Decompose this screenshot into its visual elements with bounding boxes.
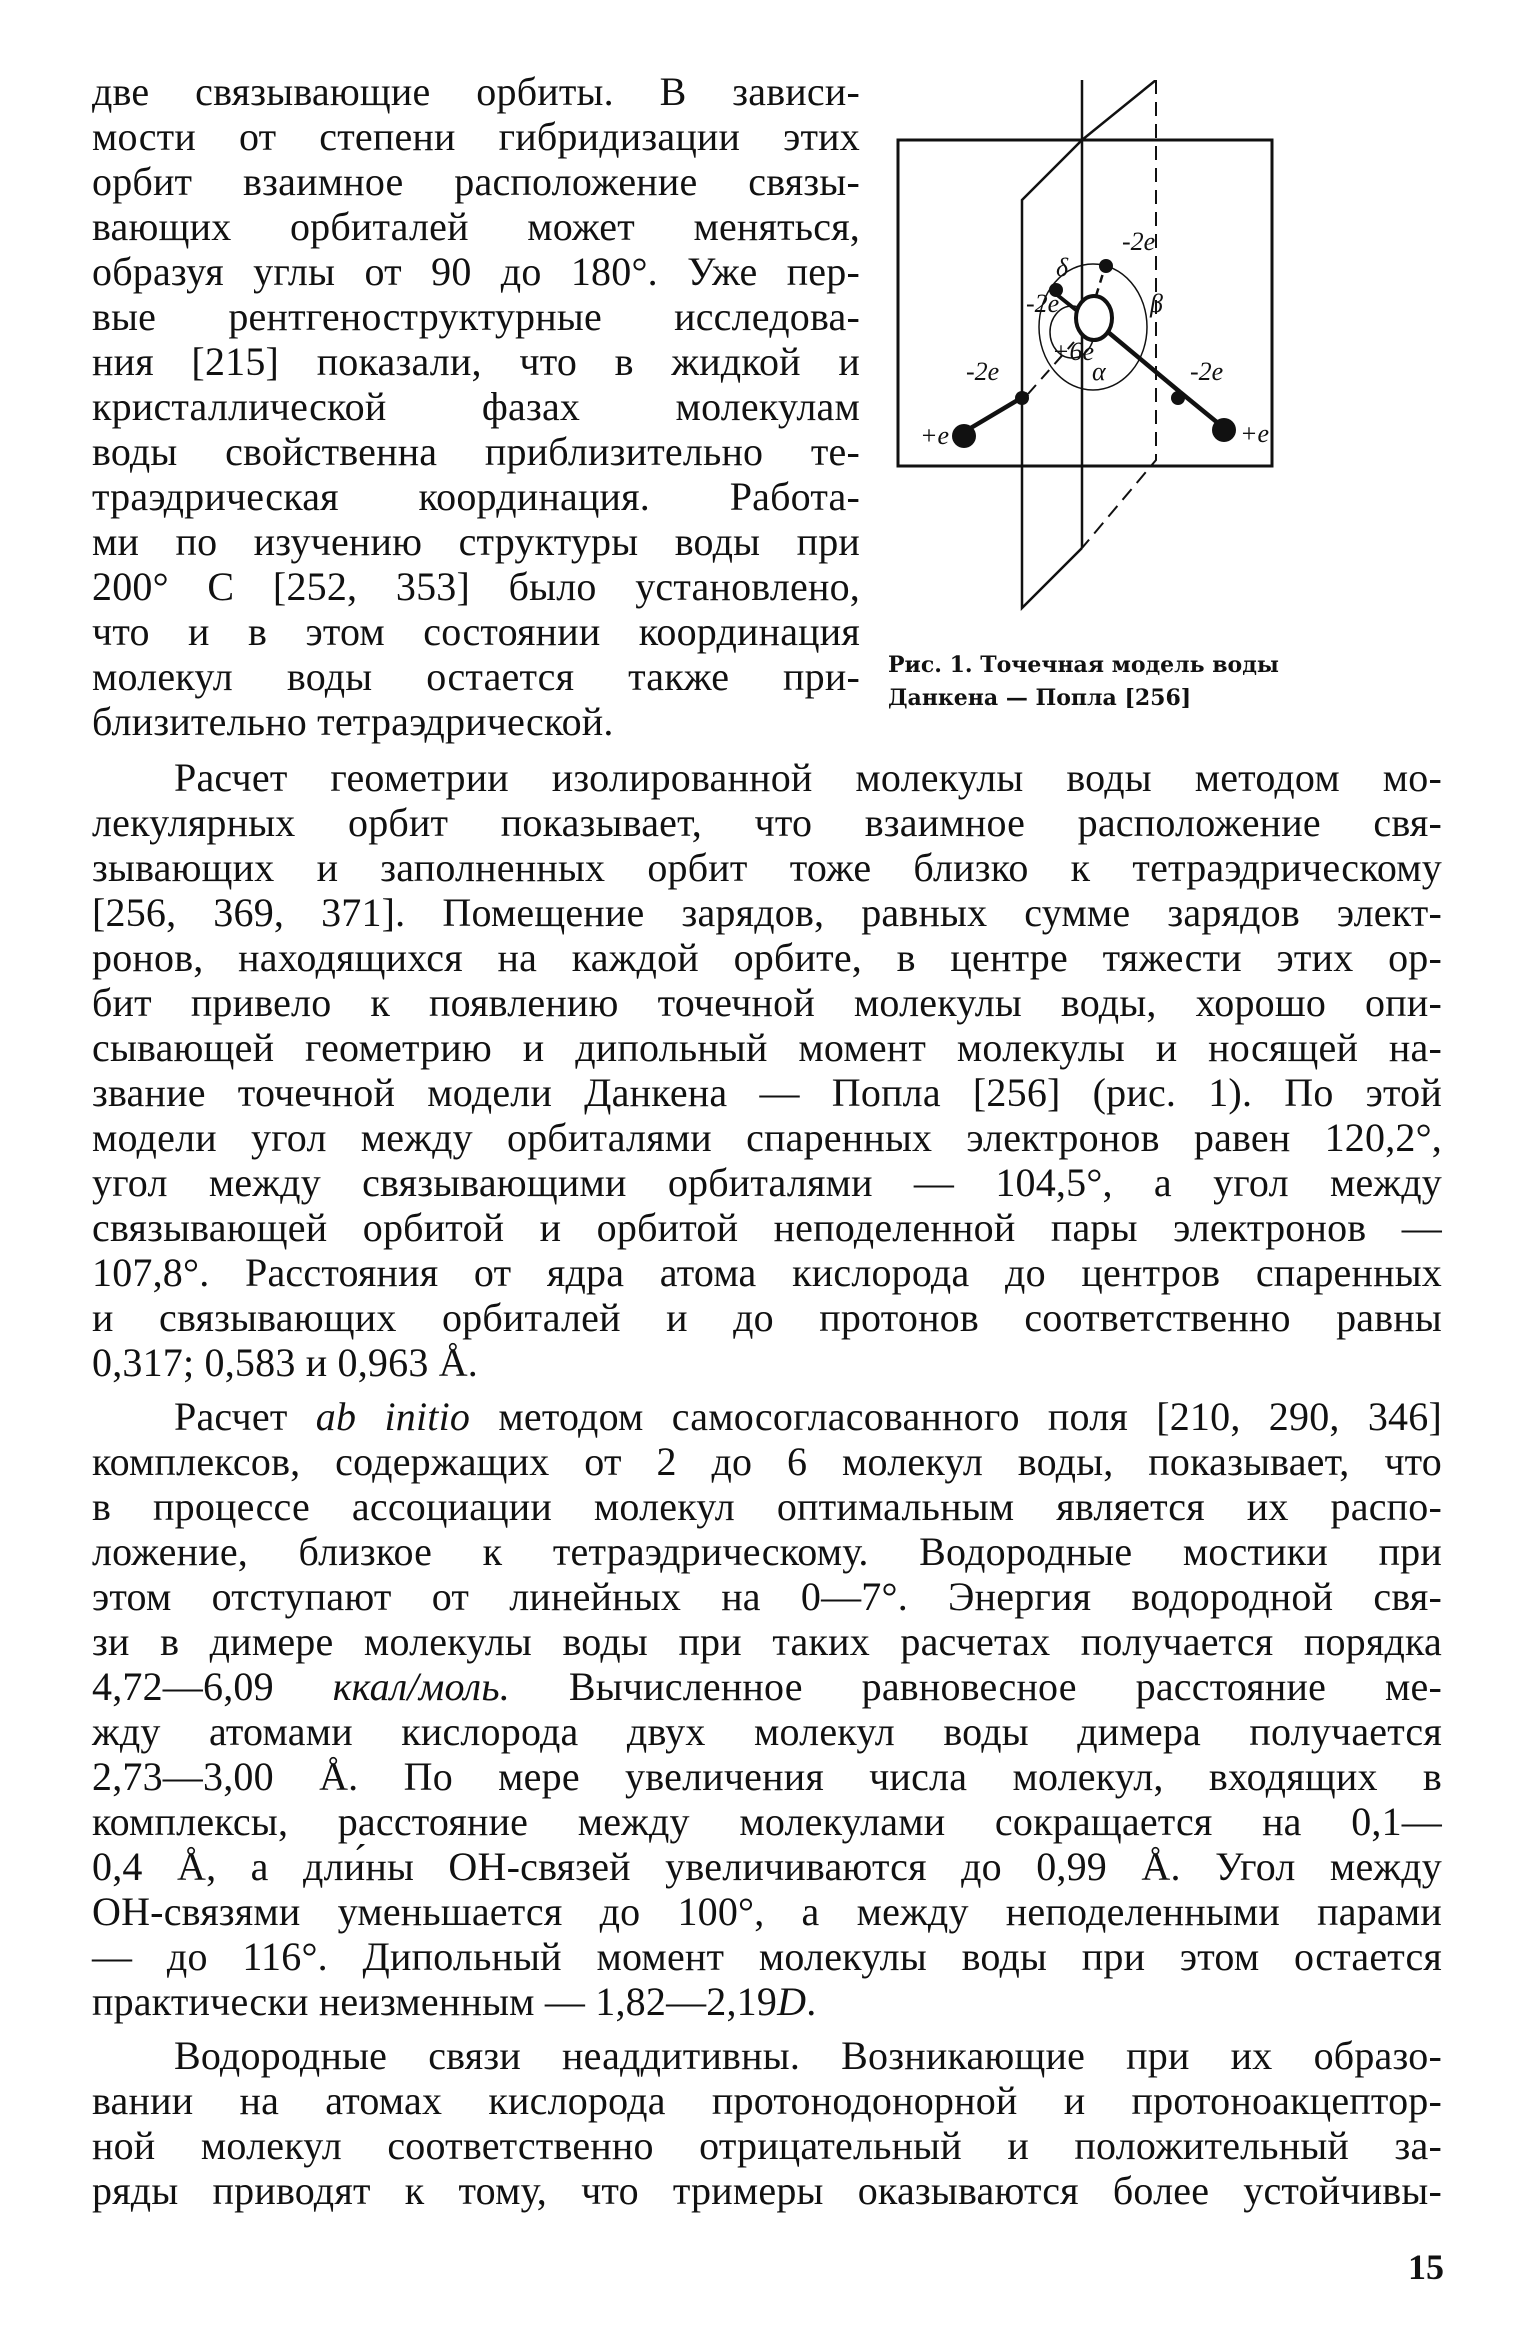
text-line: воды свойственна приблизительно те-	[92, 429, 860, 474]
text-line: этом отступают от линейных на 0—7°. Энергия водородной свя-	[92, 1574, 1442, 1619]
text-line: 0,4 Å, а дли́ны OH-связей увеличиваются до 0,99 Å. Угол между	[92, 1844, 1442, 1889]
figure-caption-line-2: Данкена — Попла [256]	[888, 685, 1192, 711]
figure-caption-line-1: Рис. 1. Точечная модель воды	[888, 652, 1279, 678]
text-run: 4,72—6,09	[92, 1664, 333, 1709]
text-line: и связывающих орбиталей и до протонов соответственно равны	[92, 1295, 1442, 1340]
text-line: модели угол между орбиталями спаренных электронов равен 120,2°,	[92, 1115, 1442, 1160]
italic-unit: ккал/моль.	[332, 1664, 510, 1709]
italic-term: ab initio	[315, 1394, 471, 1439]
text-run: практически неизменным — 1,82—2,19	[92, 1979, 778, 2024]
text-line: [256, 369, 371]. Помещение зарядов, равных сумме зарядов элект-	[92, 890, 1442, 935]
text-line	[92, 1664, 1443, 1709]
page-number: 15	[1408, 2247, 1444, 2287]
label-charge-lone-pair-back: -2e	[1122, 227, 1156, 256]
text-line: Водородные связи неаддитивны. Возникающие при их образо-	[174, 2033, 1442, 2078]
label-angle-delta: δ	[1056, 253, 1069, 282]
label-angle-alpha: α	[1092, 357, 1106, 386]
proton-right	[1212, 418, 1236, 442]
text-run: методом самосогласованного поля [210, 290, 346]	[470, 1394, 1442, 1439]
text-line: Расчет геометрии изолированной молекулы воды методом мо-	[174, 755, 1442, 800]
text-line: ряды приводят к тому, что тримеры оказываются более устойчивы-	[92, 2168, 1442, 2213]
charge-point-bond-left	[1015, 391, 1029, 405]
text-line: 107,8°. Расстояния от ядра атома кислорода до центров спаренных	[92, 1250, 1442, 1295]
text-line: молекул воды остается также при-	[92, 654, 860, 699]
text-line: траэдрическая координация. Работа-	[92, 474, 860, 519]
text-line: ми по изучению структуры воды при	[92, 519, 860, 564]
oxygen-nucleus	[1076, 296, 1112, 340]
label-charge-bond-left: -2e	[966, 357, 1000, 386]
text-line: вающих орбиталей может меняться,	[92, 204, 860, 249]
proton-left	[952, 424, 976, 448]
charge-point-bond-right	[1171, 391, 1185, 405]
text-line: угол между связывающими орбиталями — 104,5°, а угол между	[92, 1160, 1442, 1205]
text-run: Расчет	[174, 1394, 316, 1439]
charge-point-lone-pair-back	[1099, 259, 1113, 273]
text-line: сывающей геометрию и дипольный момент молекулы и носящей на-	[92, 1025, 1442, 1070]
text-line: жду атомами кислорода двух молекул воды димера получается	[92, 1709, 1442, 1754]
label-charge-bond-right: -2e	[1190, 357, 1224, 386]
label-nucleus-charge: +6e	[1052, 337, 1095, 366]
text-line: зывающих и заполненных орбит тоже близко к тетраэдрическому	[92, 845, 1442, 890]
text-line: в процессе ассоциации молекул оптимальным является их распо-	[92, 1484, 1442, 1529]
label-charge-lone-pair-left: -2e	[1026, 289, 1060, 318]
label-proton-right: +e	[1240, 419, 1270, 448]
text-line: ной молекул соответственно отрицательный и положительный за-	[92, 2123, 1442, 2168]
text-line: бит привело к появлению точечной молекулы воды, хорошо опи-	[92, 980, 1442, 1025]
lone-pair-back	[1096, 270, 1104, 296]
text-line: ронов, находящихся на каждой орбите, в центре тяжести этих ор-	[92, 935, 1442, 980]
text-line: звание точечной модели Данкена — Попла [256] (рис. 1). По этой	[92, 1070, 1442, 1115]
text-line: мости от степени гибридизации этих	[92, 114, 860, 159]
figure-water-point-model	[860, 80, 1480, 640]
label-proton-left: +e	[920, 421, 950, 450]
text-line: 0,317; 0,583 и 0,963 Å.	[92, 1340, 479, 1385]
text-line: кристаллической фазах молекулам	[92, 384, 860, 429]
label-angle-beta: β	[1150, 289, 1163, 318]
text-line: 200° С [252, 353] было установлено,	[92, 564, 860, 609]
text-line: комплексы, расстояние между молекулами сокращается на 0,1—	[92, 1799, 1442, 1844]
text-line: близительно тетраэдрической.	[92, 699, 614, 744]
text-line: образуя углы от 90 до 180°. Уже пер-	[92, 249, 860, 294]
text-line	[92, 1394, 1442, 1439]
text-run: Вычисленное равновесное расстояние ме-	[509, 1664, 1443, 1709]
text-line: комплексов, содержащих от 2 до 6 молекул воды, показывает, что	[92, 1439, 1442, 1484]
italic-unit: D	[777, 1979, 807, 2024]
text-line: — до 116°. Дипольный момент молекулы воды при этом остается	[92, 1934, 1442, 1979]
text-line: лекулярных орбит показывает, что взаимное расположение свя-	[92, 800, 1442, 845]
text-line: орбит взаимное расположение связы-	[92, 159, 860, 204]
text-line: две связывающие орбиты. В зависи-	[92, 69, 860, 114]
text-line: OH-связями уменьшается до 100°, а между неподеленными парами	[92, 1889, 1442, 1934]
text-line: вые рентгеноструктурные исследова-	[92, 294, 860, 339]
text-line	[92, 1979, 1442, 2024]
text-line: ложение, близкое к тетраэдрическому. Водородные мостики при	[92, 1529, 1442, 1574]
text-run: .	[806, 1979, 817, 2024]
text-line: ния [215] показали, что в жидкой и	[92, 339, 860, 384]
text-line: вании на атомах кислорода протонодонорной и протоноакцептор-	[92, 2078, 1442, 2123]
text-line: 2,73—3,00 Å. По мере увеличения числа молекул, входящих в	[92, 1754, 1442, 1799]
text-line: связывающей орбитой и орбитой неподеленной пары электронов —	[92, 1205, 1442, 1250]
text-line: что и в этом состоянии координация	[92, 609, 860, 654]
text-line: зи в димере молекулы воды при таких расчетах получается порядка	[92, 1619, 1442, 1664]
